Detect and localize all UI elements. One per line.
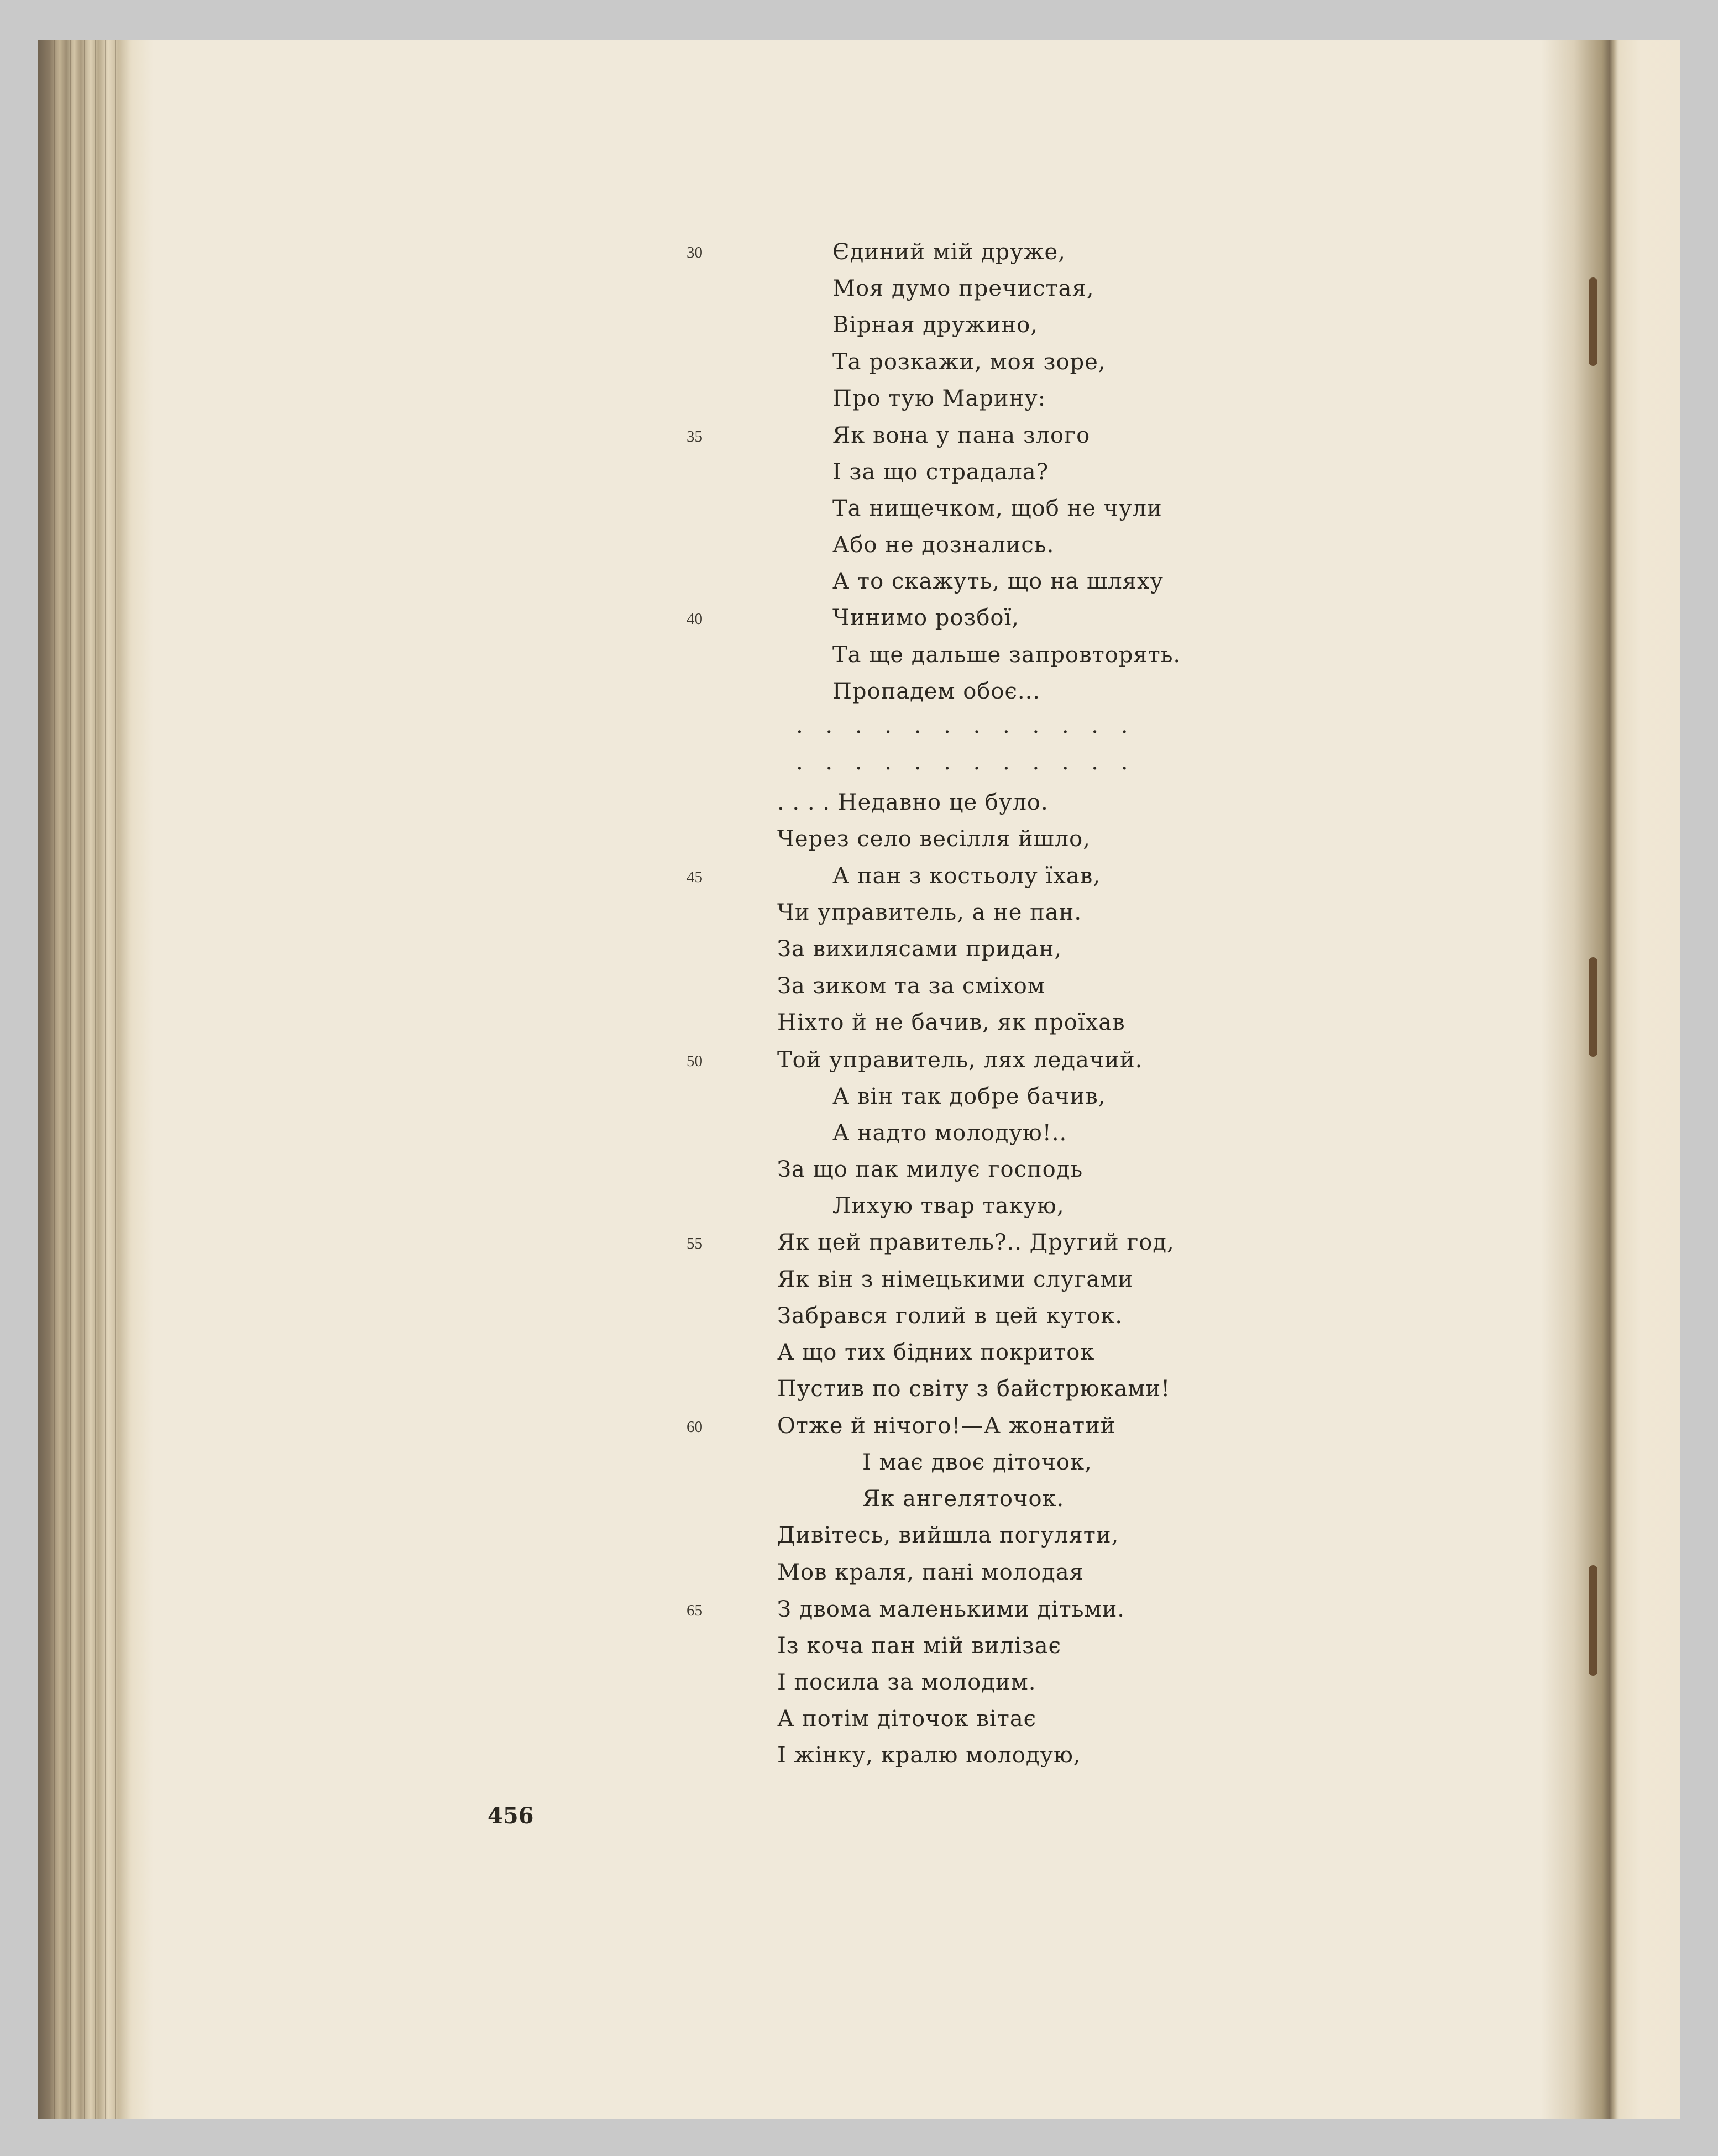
line-number: 65	[687, 1602, 703, 1619]
page-number: 456	[488, 1803, 534, 1829]
line-number: 55	[687, 1235, 703, 1252]
verse-line: Єдиний мій друже,	[832, 239, 1066, 265]
verse-line: А то скажуть, що на шляху	[832, 569, 1164, 594]
rust-stain	[1589, 277, 1597, 366]
verse-line: Через село весілля йшло,	[777, 826, 1091, 852]
ellipsis-row: . . . . . . . . . . . .	[796, 749, 1136, 775]
verse-line: Та ще дальше запровторять.	[832, 642, 1181, 668]
rust-stain	[1589, 1565, 1597, 1676]
verse-line: Ніхто й не бачив, як проїхав	[777, 1010, 1125, 1035]
verse-line: Дивітесь, вийшла погуляти,	[777, 1523, 1119, 1548]
verse-line: Про тую Марину:	[832, 386, 1046, 411]
rust-stain	[1589, 957, 1597, 1057]
verse-line: А надто молодую!..	[832, 1120, 1067, 1146]
verse-line: Вірная дружино,	[832, 312, 1038, 338]
line-number: 50	[687, 1052, 703, 1070]
verse-line: Мов краля, пані молодая	[777, 1560, 1084, 1585]
verse-line: За зиком та за сміхом	[777, 973, 1046, 999]
verse-line: Той управитель, лях ледачий.	[777, 1047, 1143, 1073]
facing-page-edge	[1619, 40, 1680, 2119]
verse-line: За вихилясами придан,	[777, 936, 1062, 962]
page-edges	[38, 40, 154, 2119]
verse-line: Пустив по світу з байстрюками!	[777, 1376, 1171, 1402]
verse-line: Моя думо пречистая,	[832, 276, 1094, 301]
verse-line: З двома маленькими дітьми.	[777, 1597, 1125, 1622]
line-number: 40	[687, 610, 703, 628]
verse-line: Як ангеляточок.	[862, 1486, 1065, 1512]
verse-line: Із коча пан мій вилізає	[777, 1633, 1062, 1659]
verse-line: Та розкажи, моя зоре,	[832, 349, 1106, 375]
verse-line: І має двоє діточок,	[862, 1450, 1092, 1475]
line-number: 60	[687, 1418, 703, 1436]
verse-line: Як він з німецькими слугами	[777, 1267, 1134, 1292]
verse-line: За що пак милує господь	[777, 1157, 1083, 1182]
line-number: 35	[687, 428, 703, 445]
verse-line: Лихую твар такую,	[832, 1193, 1065, 1219]
ellipsis-row: . . . . . . . . . . . .	[796, 713, 1136, 738]
verse-line: Як цей правитель?.. Другий год,	[777, 1230, 1175, 1255]
line-number: 45	[687, 868, 703, 886]
verse-line: А він так добре бачив,	[832, 1084, 1106, 1109]
verse-line: А що тих бідних покриток	[777, 1340, 1095, 1365]
verse-line: І посила за молодим.	[777, 1670, 1036, 1695]
verse-line: Чи управитель, а не пан.	[777, 900, 1082, 925]
verse-line: І жінку, кралю молодую,	[777, 1743, 1081, 1768]
verse-line: Пропадем обоє...	[832, 679, 1040, 704]
verse-line: Як вона у пана злого	[832, 423, 1091, 448]
verse-line: . . . . Недавно це було.	[777, 790, 1049, 815]
book-gutter	[1541, 40, 1619, 2119]
verse-line: Забрався голий в цей куток.	[777, 1303, 1123, 1329]
verse-line: А потім діточок вітає	[777, 1706, 1037, 1732]
verse-line: Отже й нічого!—А жонатий	[777, 1413, 1116, 1439]
line-number: 30	[687, 244, 703, 261]
verse-line: Або не дознались.	[832, 532, 1055, 558]
verse-line: А пан з костьолу їхав,	[832, 863, 1101, 889]
verse-line: Та нищечком, щоб не чули	[832, 496, 1162, 521]
verse-line: Чинимо розбої,	[832, 605, 1019, 631]
verse-line: І за що страдала?	[832, 459, 1049, 485]
